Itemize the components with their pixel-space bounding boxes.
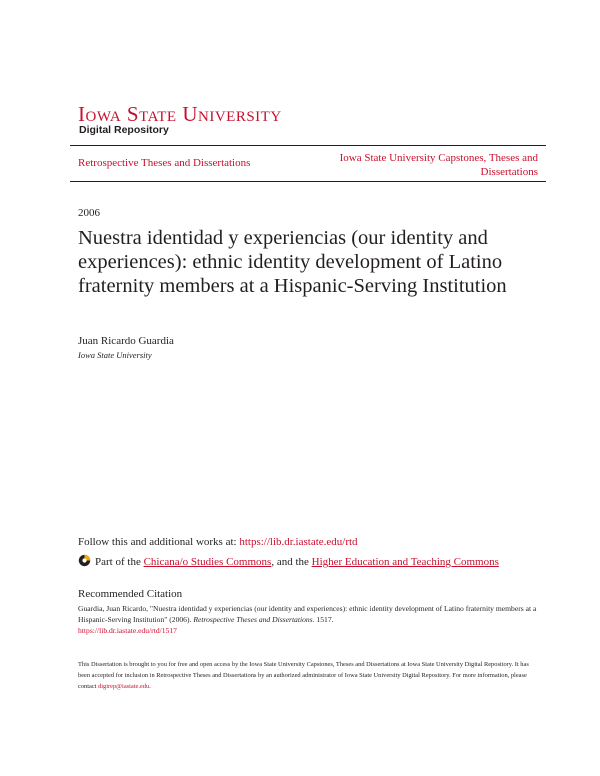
document-title: Nuestra identidad y experiencias (our identity and experiences): ethnic identity development of Latino fraternity members at a Hispanic-Serving Institution — [78, 227, 507, 297]
publication-year: 2006 — [78, 207, 100, 219]
logo-letters: TATE — [139, 109, 177, 125]
author-affiliation: Iowa State University — [78, 350, 152, 360]
chicana-studies-commons-link[interactable]: Chicana/o Studies Commons — [143, 556, 272, 568]
citation-number: . 1517. — [312, 615, 334, 624]
network-icon — [78, 554, 91, 567]
author-name: Juan Ricardo Guardia — [78, 335, 174, 347]
notice-end: . — [149, 683, 151, 690]
top-divider — [70, 145, 546, 146]
contact-email-link[interactable]: digirep@iastate.edu — [98, 683, 150, 690]
logo-letters: NIVERSITY — [198, 109, 282, 125]
citation-series: Retrospective Theses and Dissertations — [193, 615, 313, 624]
access-notice — [78, 659, 538, 692]
recommended-citation-heading: Recommended Citation — [78, 588, 183, 600]
follow-prefix: Follow this and additional works at: — [78, 536, 240, 548]
logo-letter: S — [121, 102, 140, 126]
logo-letter: I — [78, 102, 86, 126]
logo-letters: OWA — [85, 109, 122, 125]
citation-text — [78, 603, 538, 636]
retrospective-theses-link[interactable]: Retrospective Theses and Dissertations — [78, 157, 251, 169]
notice-text: This Dissertation is brought to you for free and open access by the Iowa State University Capstones, Theses and Dissertations at Iowa State University Digital Repository. It has been accepted for inclusion in Retrospective Theses and Dissertations by an authorized administrator of Iowa State University Digital Repository. For more information, please contact — [78, 661, 529, 690]
header-bottom-divider — [70, 181, 546, 182]
higher-education-commons-link[interactable]: Higher Education and Teaching Commons — [311, 556, 499, 568]
capstones-theses-link[interactable]: Iowa State University Capstones, Theses and Dissertations — [339, 152, 538, 178]
partof-prefix: Part of the — [95, 556, 144, 568]
citation-url-link[interactable]: https://lib.dr.iastate.edu/rtd/1517 — [78, 626, 177, 635]
follow-line — [78, 536, 358, 548]
logo-letter: U — [176, 102, 198, 126]
university-logo[interactable] — [78, 104, 282, 125]
part-of-line — [78, 554, 499, 568]
partof-mid: , and the — [271, 556, 312, 568]
collection-url-link[interactable]: https://lib.dr.iastate.edu/rtd — [239, 536, 358, 548]
citation-body: Guardia, Juan Ricardo, "Nuestra identidad y experiencias (our identity and experiences): ethnic identity development of Latino fraternity members at a Hispanic-Serving Institution" (2006). — [78, 604, 537, 624]
repository-name: Digital Repository — [79, 124, 169, 136]
